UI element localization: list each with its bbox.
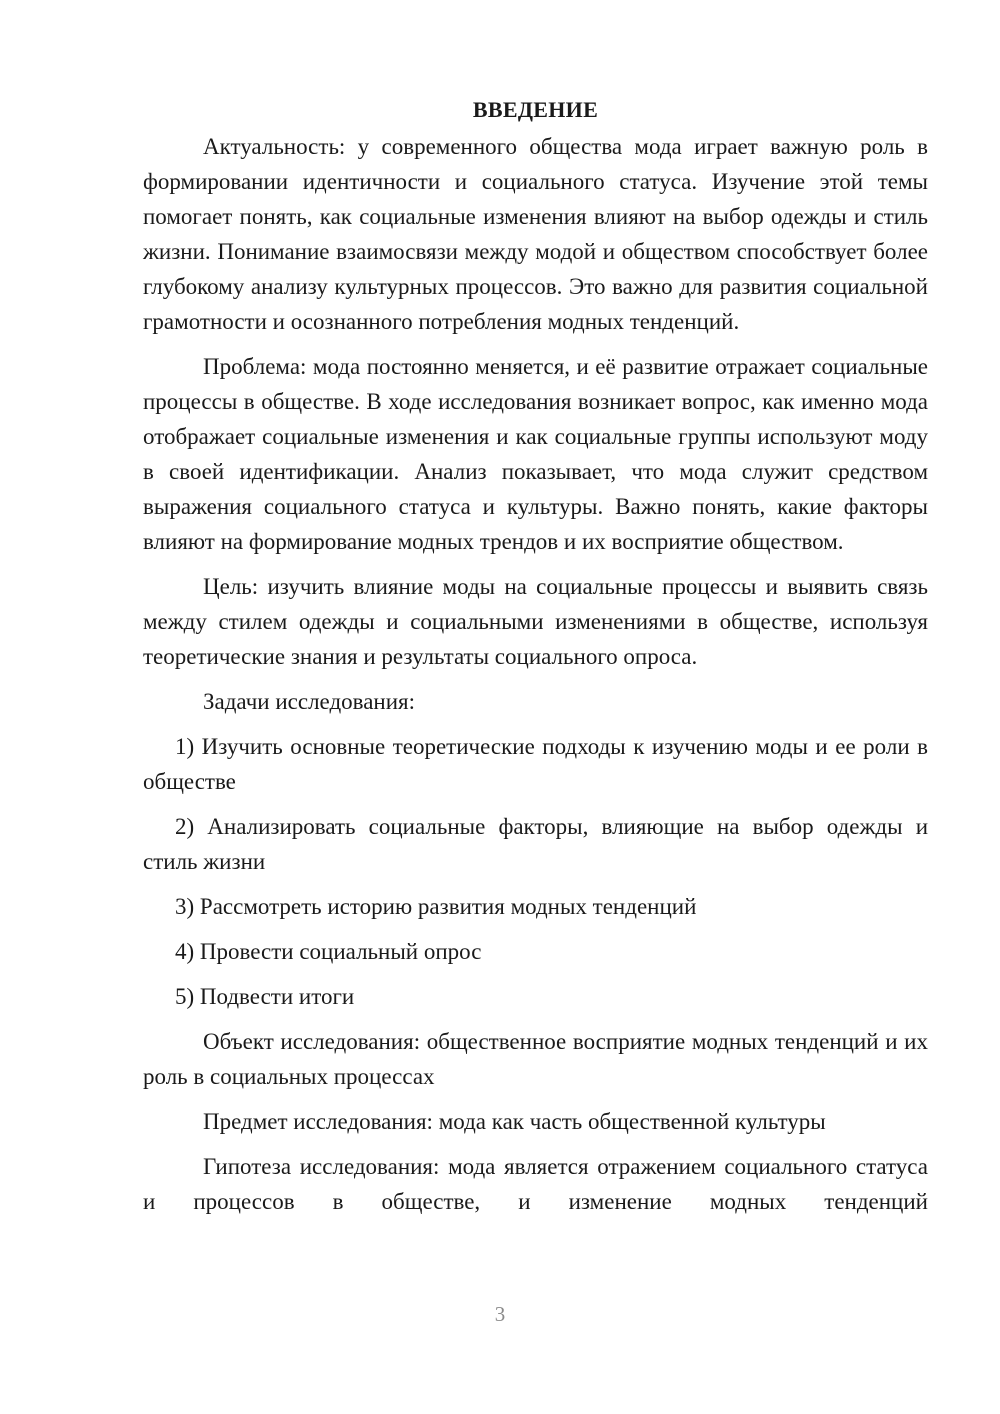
page-number: 3 xyxy=(494,1302,506,1326)
paragraph-object: Объект исследования: общественное восприятие модных тенденций и их роль в социальных процессах xyxy=(143,1029,928,1089)
task-item-5: 5) Подвести итоги xyxy=(175,984,355,1009)
task-item-4: 4) Провести социальный опрос xyxy=(175,939,482,964)
paragraph-tasks-heading: Задачи исследования: xyxy=(203,689,416,714)
task-item-1: 1) Изучить основные теоретические подходы к изучению моды и ее роли в обществе xyxy=(143,734,928,794)
page-title: ВВЕДЕНИЕ xyxy=(472,97,599,122)
paragraph-subject: Предмет исследования: мода как часть общественной культуры xyxy=(203,1109,826,1134)
paragraph-problem: Проблема: мода постоянно меняется, и её развитие отражает социальные процессы в обществе. В ходе исследования возникает вопрос, как именно мода отображает социальные изменения и как социальные группы используют моду в своей идентификации. Анализ показывает, что мода служит средством выражения социального статуса и культуры. Важно понять, какие факторы влияют на формирование модных трендов и их восприятие обществом. xyxy=(143,354,928,554)
paragraph-goal: Цель: изучить влияние моды на социальные процессы и выявить связь между стилем одежды и социальными изменениями в обществе, используя теоретические знания и результаты социального опроса. xyxy=(143,574,928,669)
paragraph-hypothesis: Гипотеза исследования: мода является отражением социального статуса и процессов в обществе, и изменение модных тенденций xyxy=(143,1154,928,1214)
paragraph-relevance: Актуальность: у современного общества мода играет важную роль в формировании идентичности и социального статуса. Изучение этой темы помогает понять, как социальные изменения влияют на выбор одежды и стиль жизни. Понимание взаимосвязи между модой и обществом способствует более глубокому анализу культурных процессов. Это важно для развития социальной грамотности и осознанного потребления модных тенденций. xyxy=(143,134,928,334)
task-item-2: 2) Анализировать социальные факторы, влияющие на выбор одежды и стиль жизни xyxy=(143,814,928,874)
document-page xyxy=(143,92,928,1229)
task-item-3: 3) Рассмотреть историю развития модных тенденций xyxy=(175,894,697,919)
